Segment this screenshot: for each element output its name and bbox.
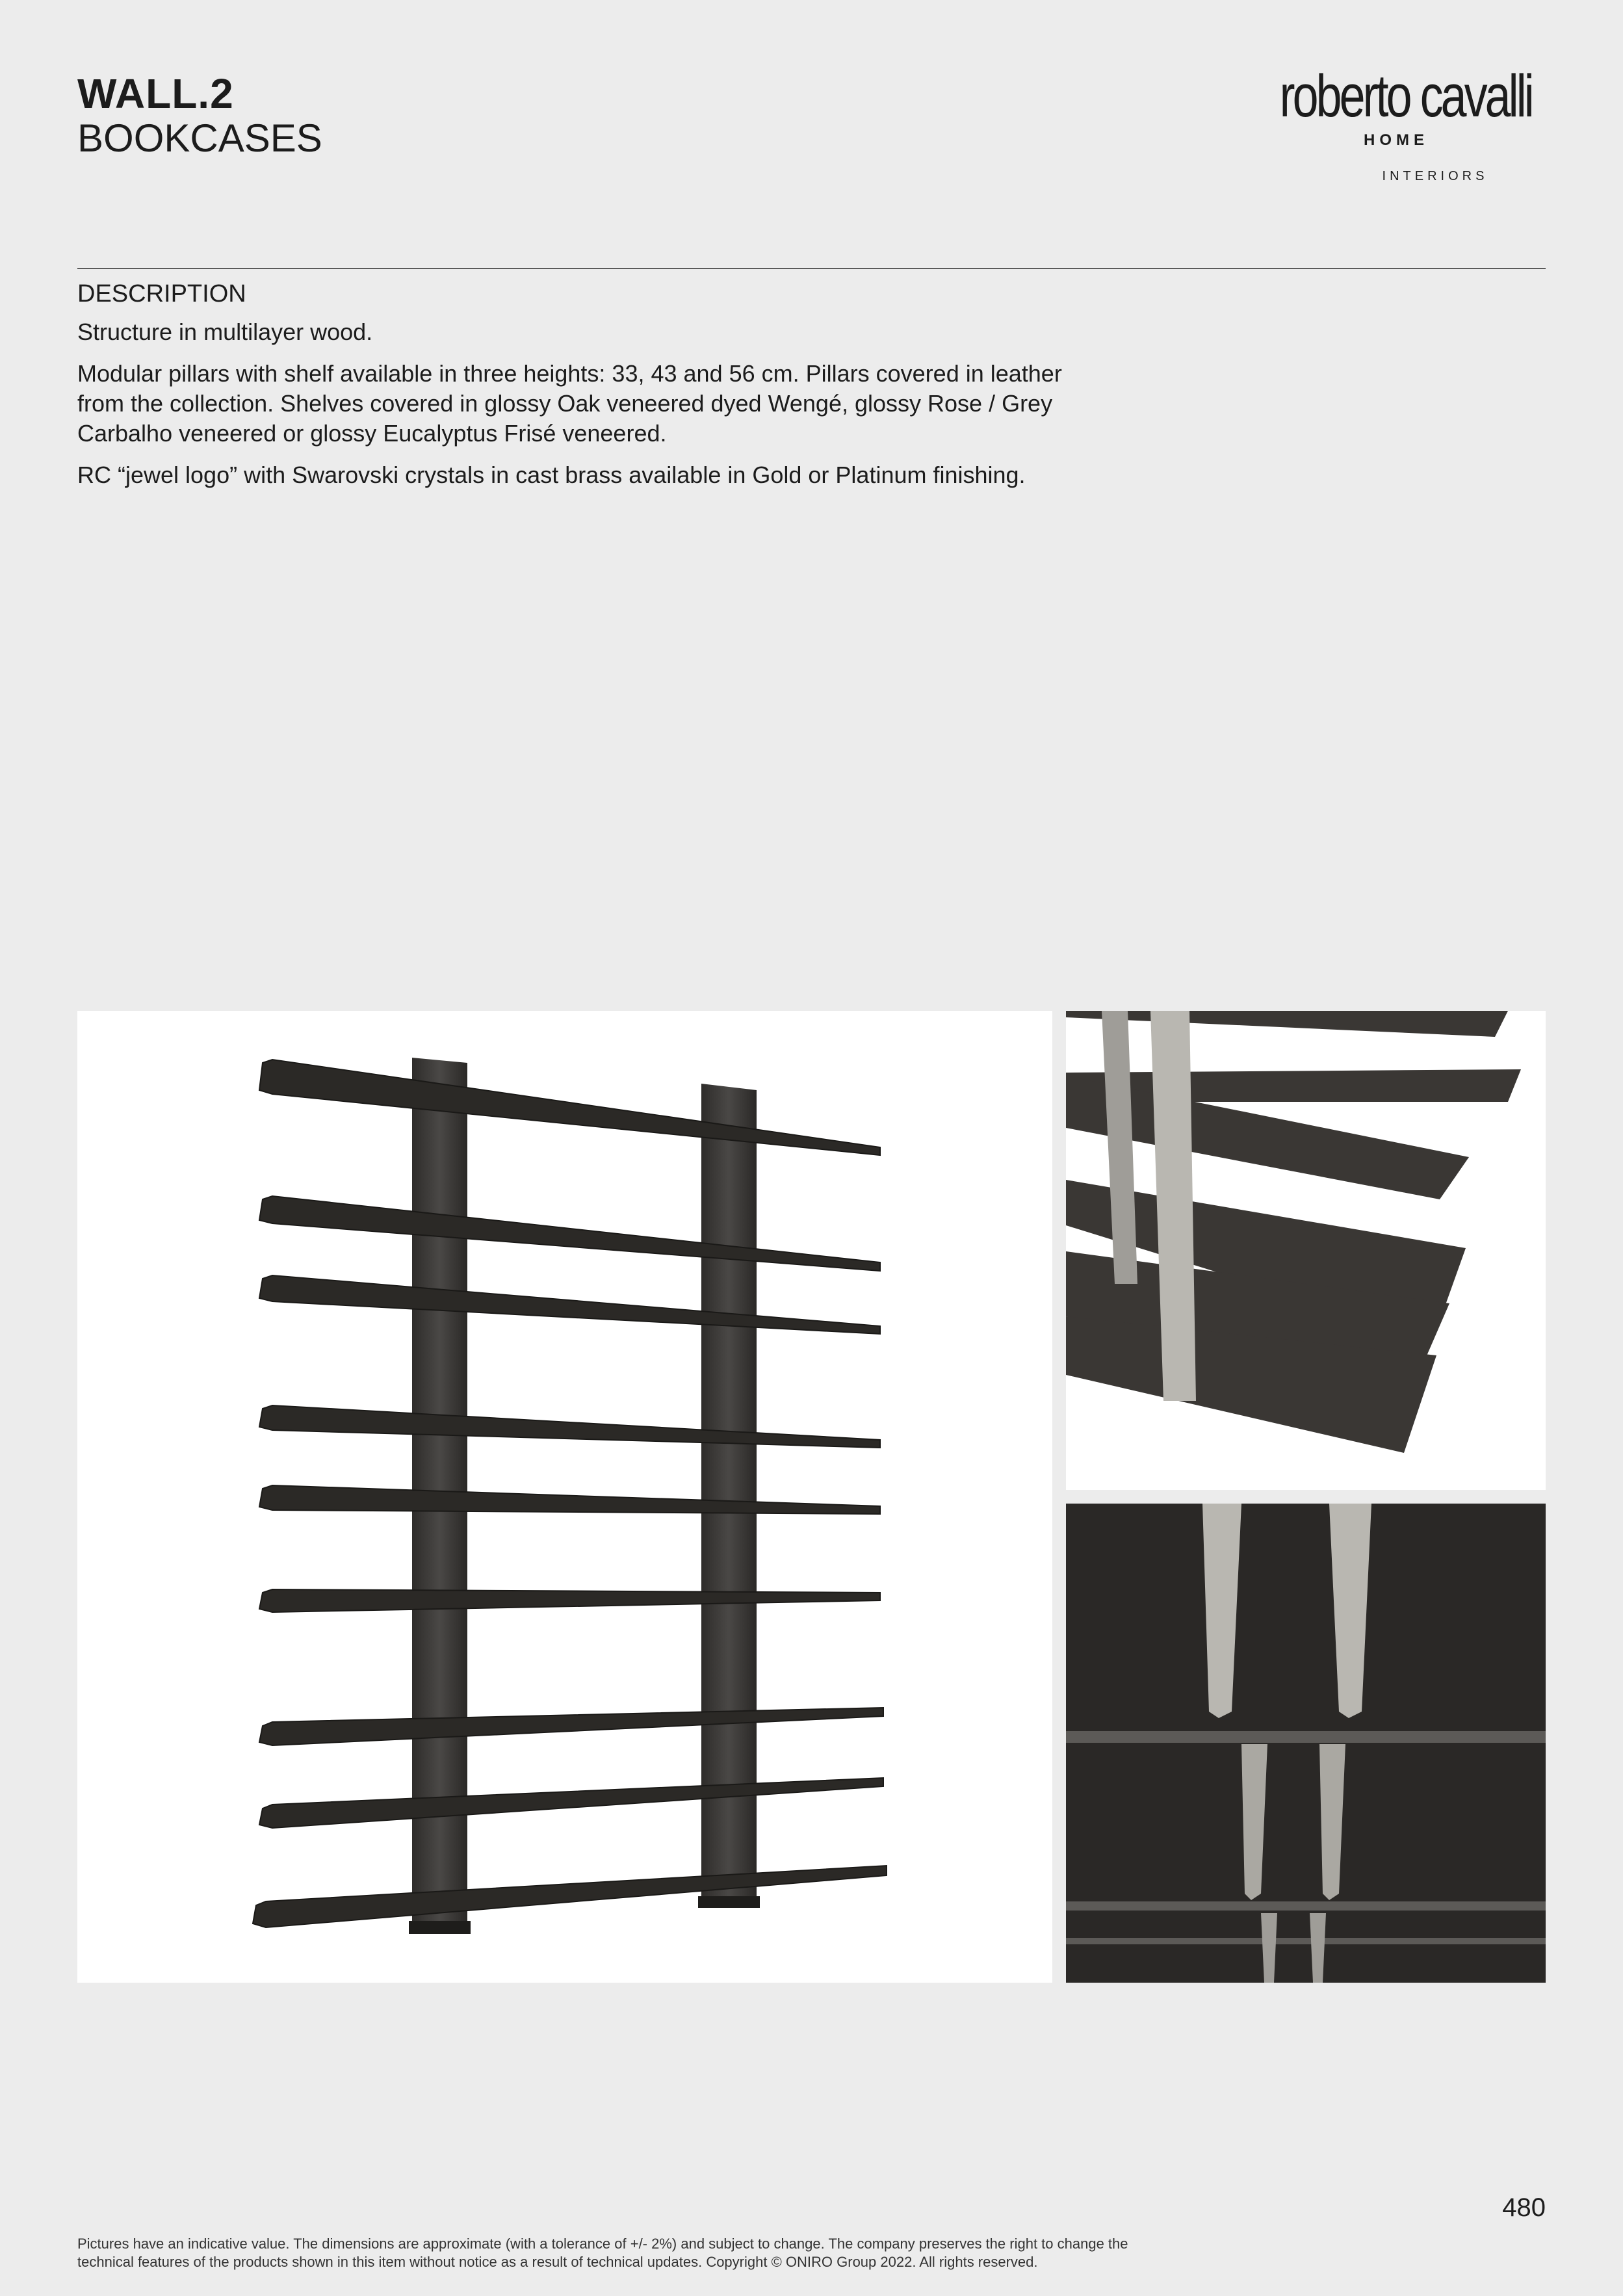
bookcase-illustration bbox=[77, 1011, 1052, 1983]
shelf bbox=[259, 1708, 883, 1745]
pillar-base bbox=[409, 1921, 471, 1934]
brand-name: roberto cavalli bbox=[1279, 63, 1532, 129]
shelf bbox=[259, 1589, 880, 1612]
brand-line-interiors: INTERIORS bbox=[1382, 169, 1488, 183]
shelf bbox=[253, 1866, 887, 1927]
shelf bbox=[259, 1778, 883, 1828]
shelf bbox=[259, 1275, 880, 1334]
shelves bbox=[253, 1060, 887, 1927]
brand-logo bbox=[1247, 65, 1546, 184]
description-paragraph: RC “jewel logo” with Swarovski crystals in cast brass available in Gold or Platinum finishing. bbox=[77, 462, 1026, 488]
product-photo-main bbox=[77, 1011, 1052, 1983]
shelf bbox=[259, 1196, 880, 1271]
shelf bbox=[259, 1060, 880, 1155]
pillar-right bbox=[701, 1084, 757, 1901]
description-paragraph: Structure in multilayer wood. bbox=[77, 319, 373, 345]
shelf-edge bbox=[1066, 1901, 1546, 1911]
shelf bbox=[259, 1405, 880, 1448]
footer-line: technical features of the products shown in this item without notice as a result of technical updates. Copyright © ONIRO Group 2022. All rights reserved. bbox=[77, 2254, 1038, 2270]
shelf-edge bbox=[1066, 1731, 1546, 1743]
product-category: BOOKCASES bbox=[77, 116, 322, 160]
product-title: WALL.2 bbox=[77, 70, 234, 117]
page-number: 480 bbox=[1502, 2193, 1546, 2222]
product-photo-detail-bottom bbox=[1066, 1504, 1546, 1983]
product-photo-detail-top bbox=[1066, 1011, 1546, 1490]
footer-line: Pictures have an indicative value. The dimensions are approximate (with a tolerance of +/- 2%) and subject to change. The company preserves the right to change the bbox=[77, 2236, 1128, 2252]
detail-illustration-bottom bbox=[1066, 1504, 1546, 1983]
shelf bbox=[259, 1485, 880, 1514]
shelf-edge bbox=[1066, 1938, 1546, 1944]
detail-illustration-top bbox=[1066, 1011, 1546, 1490]
pillar-base bbox=[698, 1896, 760, 1908]
brand-line-home: HOME bbox=[1364, 131, 1429, 149]
description-heading: DESCRIPTION bbox=[77, 280, 246, 307]
footer-disclaimer bbox=[77, 2235, 1377, 2271]
header-divider bbox=[77, 268, 1546, 269]
description-paragraph: Modular pillars with shelf available in three heights: 33, 43 and 56 cm. Pillars covered in leather from the collection. Shelves covered in glossy Oak veneered dyed Wengé, glossy Rose / Grey Carbalho veneered or glossy Eucalyptus Frisé veneered. bbox=[77, 360, 1062, 447]
description-body bbox=[77, 317, 1065, 502]
